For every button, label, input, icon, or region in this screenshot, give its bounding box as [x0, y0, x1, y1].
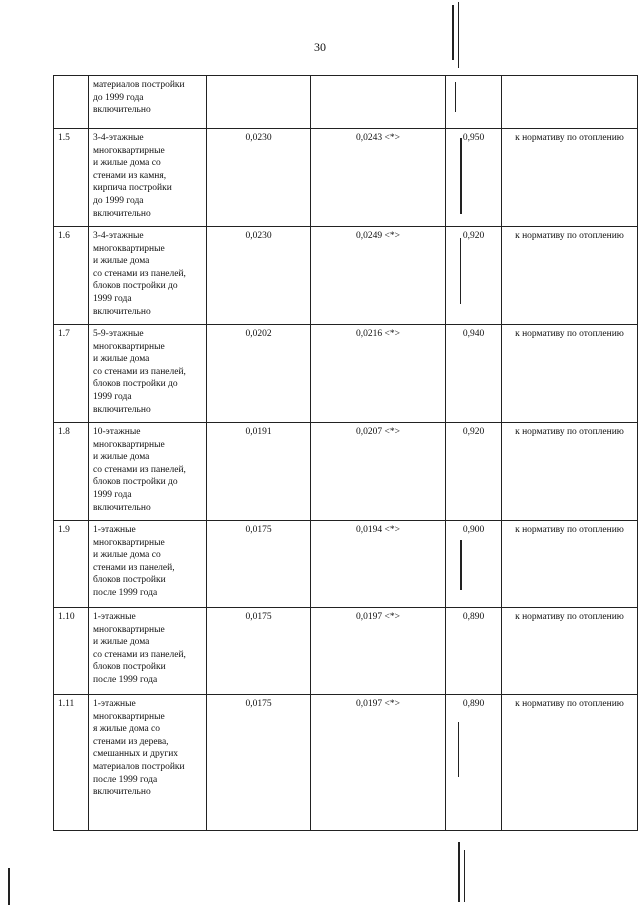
building-type-line: многоквартирные [93, 537, 165, 548]
value-cell-3: 0,950 [446, 129, 502, 227]
scan-artifact [460, 238, 461, 304]
building-type-line: 1-этажные [93, 612, 136, 622]
value-cell-2: 0,0249 <*> [311, 227, 446, 325]
building-type-line: и жилые дома со [93, 158, 161, 169]
table-row [54, 325, 638, 423]
building-type-line: со стенами из панелей, [93, 464, 186, 475]
building-type-line: блоков постройки [93, 662, 166, 673]
building-type-line: после 1999 года [93, 774, 158, 785]
building-type-line: 1999 года [93, 293, 132, 304]
building-type-line: многоквартирные [93, 624, 165, 635]
building-type [89, 129, 207, 227]
note-cell: к нормативу по отоплению [502, 325, 638, 423]
note-cell: к нормативу по отоплению [502, 227, 638, 325]
table-row [54, 129, 638, 227]
table-row [54, 76, 638, 129]
row-number: 1.5 [54, 129, 89, 227]
building-type-line: 1999 года [93, 391, 132, 402]
page-number: 30 [314, 40, 326, 54]
building-type-line: многоквартирные [93, 439, 165, 450]
building-type-line: со стенами из панелей, [93, 649, 186, 660]
scan-artifact [464, 850, 465, 902]
value-cell-2: 0,0207 <*> [311, 423, 446, 521]
value-cell-1: 0,0175 [207, 695, 311, 831]
value-cell-2 [311, 76, 446, 129]
value-cell-1: 0,0175 [207, 608, 311, 695]
row-number: 1.8 [54, 423, 89, 521]
building-type [89, 325, 207, 423]
note-cell: к нормативу по отоплению [502, 695, 638, 831]
building-type [89, 227, 207, 325]
scan-artifact [458, 722, 459, 777]
table-row [54, 695, 638, 831]
value-cell-1: 0,0230 [207, 227, 311, 325]
table-row [54, 423, 638, 521]
value-cell-1: 0,0175 [207, 521, 311, 608]
building-type-line: включительно [93, 787, 151, 798]
building-type-line: многоквартирные [93, 243, 165, 254]
row-number: 1.11 [54, 695, 89, 831]
building-type-line: блоков постройки до [93, 281, 178, 292]
value-cell-1 [207, 76, 311, 129]
building-type-line: 1999 года [93, 489, 132, 500]
value-cell-1: 0,0230 [207, 129, 311, 227]
building-type-line: кирпича постройки [93, 183, 172, 194]
building-type-line: после 1999 года [93, 674, 158, 685]
building-type-line: стенами из панелей, [93, 562, 175, 573]
value-cell-3: 0,920 [446, 423, 502, 521]
value-cell-1: 0,0202 [207, 325, 311, 423]
building-type-line: 10-этажные [93, 427, 141, 437]
value-cell-2: 0,0197 <*> [311, 695, 446, 831]
building-type [89, 423, 207, 521]
scan-artifact [458, 2, 459, 68]
value-cell-3 [446, 76, 502, 129]
value-cell-2: 0,0243 <*> [311, 129, 446, 227]
row-number: 1.6 [54, 227, 89, 325]
building-type [89, 76, 207, 129]
building-type-line: включительно [93, 208, 151, 219]
building-type-line: блоков постройки до [93, 379, 178, 390]
building-type [89, 521, 207, 608]
building-type-line: со стенами из панелей, [93, 366, 186, 377]
building-type-line: и жилые дома [93, 637, 150, 648]
row-number: 1.10 [54, 608, 89, 695]
value-cell-3: 0,920 [446, 227, 502, 325]
value-cell-3: 0,890 [446, 608, 502, 695]
building-type-line: многоквартирные [93, 341, 165, 352]
building-type-line: со стенами из панелей, [93, 268, 186, 279]
building-type-line: до 1999 года [93, 195, 144, 206]
note-cell: к нормативу по отоплению [502, 129, 638, 227]
norms-table-body [54, 76, 638, 831]
value-cell-2: 0,0194 <*> [311, 521, 446, 608]
building-type-line: включительно [93, 502, 151, 513]
row-number: 1.9 [54, 521, 89, 608]
value-cell-2: 0,0216 <*> [311, 325, 446, 423]
building-type-line: стенами из камня, [93, 170, 167, 181]
building-type-line: 3-4-этажные [93, 231, 144, 241]
building-type-line: блоков постройки до [93, 477, 178, 488]
building-type [89, 608, 207, 695]
value-cell-3: 0,900 [446, 521, 502, 608]
building-type-line: включительно [93, 404, 151, 415]
building-type-line: и жилые дома [93, 256, 150, 267]
scan-artifact [460, 138, 462, 214]
building-type-line: блоков постройки [93, 575, 166, 586]
scan-artifact [455, 82, 456, 112]
value-cell-3: 0,890 [446, 695, 502, 831]
note-cell [502, 76, 638, 129]
building-type-line: 5-9-этажные [93, 329, 144, 339]
note-cell: к нормативу по отоплению [502, 521, 638, 608]
building-type-line: и жилые дома [93, 354, 150, 365]
building-type-line: материалов постройки [93, 80, 185, 90]
table-row [54, 608, 638, 695]
value-cell-3: 0,940 [446, 325, 502, 423]
building-type [89, 695, 207, 831]
scan-artifact [452, 5, 454, 60]
building-type-line: 1-этажные [93, 525, 136, 535]
scan-artifact [460, 540, 462, 590]
scan-artifact [8, 868, 10, 905]
building-type-line: и жилые дома со [93, 550, 161, 561]
building-type-line: материалов постройки [93, 761, 185, 772]
row-number [54, 76, 89, 129]
note-cell: к нормативу по отоплению [502, 423, 638, 521]
building-type-line: включительно [93, 105, 151, 116]
building-type-line: включительно [93, 306, 151, 317]
building-type-line: смешанных и других [93, 749, 179, 760]
building-type-line: 1-этажные [93, 699, 136, 709]
row-number: 1.7 [54, 325, 89, 423]
building-type-line: я жилые дома со [93, 724, 161, 735]
table-row [54, 227, 638, 325]
building-type-line: многоквартирные [93, 145, 165, 156]
table-row [54, 521, 638, 608]
note-cell: к нормативу по отоплению [502, 608, 638, 695]
norms-table [53, 75, 638, 831]
value-cell-2: 0,0197 <*> [311, 608, 446, 695]
building-type-line: стенами из дерева, [93, 736, 169, 747]
building-type-line: и жилые дома [93, 452, 150, 463]
building-type-line: многоквартирные [93, 711, 165, 722]
building-type-line: после 1999 года [93, 587, 158, 598]
scan-artifact [458, 842, 460, 902]
value-cell-1: 0,0191 [207, 423, 311, 521]
building-type-line: до 1999 года [93, 92, 144, 103]
building-type-line: 3-4-этажные [93, 133, 144, 143]
